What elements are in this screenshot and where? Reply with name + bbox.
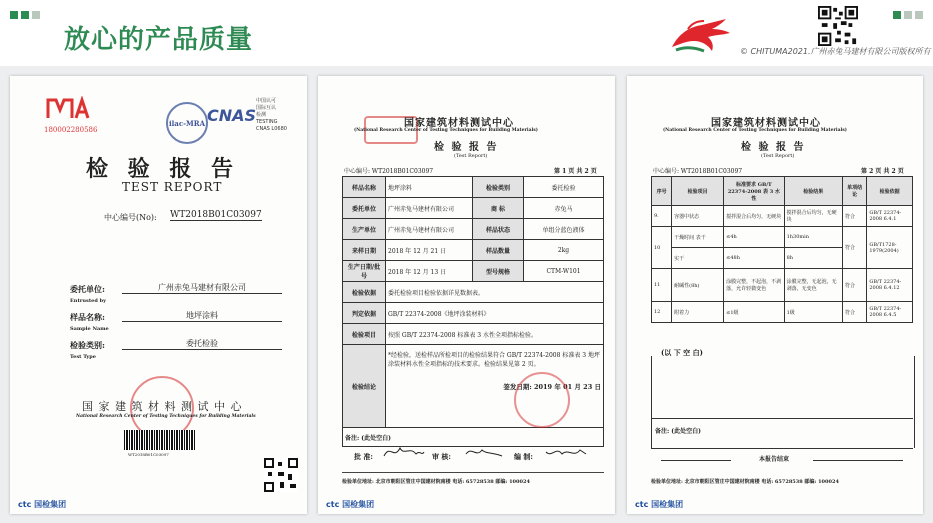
column-header: 序号	[652, 177, 672, 206]
qr-code-icon	[818, 6, 858, 46]
table-cell: 耐碱性(8h)	[672, 269, 724, 302]
test-type-label-en: Test Type	[70, 354, 96, 360]
table-cell: 1h30min	[784, 227, 842, 248]
table-key: 生产单位	[343, 219, 386, 240]
compile-label: 编 制:	[514, 452, 534, 461]
table-cell: 11	[652, 269, 672, 302]
barcode-icon	[124, 430, 196, 450]
report-title-cn: 检 验 报 告	[741, 142, 806, 153]
report-title-cn: 检 验 报 告	[86, 156, 239, 182]
center-no-value: WT2018B01C03097	[170, 210, 262, 220]
table-key: 型号规格	[473, 261, 524, 282]
table-key: 检验类别	[473, 177, 524, 198]
copyright-text: © CHITUMA2021.广州赤兔马建材有限公司版权所有	[740, 47, 931, 56]
deco-square	[32, 11, 40, 19]
table-key: 商 标	[473, 198, 524, 219]
horse-logo-icon	[668, 17, 732, 55]
test-type-label: 检验类别:	[70, 340, 105, 350]
table-row	[343, 324, 604, 345]
ctc-footer-logo: ctc 国检集团	[635, 500, 684, 509]
table-row	[652, 206, 913, 227]
org-name-en: (National Research Center of Testing Techniques for Building Materials)	[663, 128, 847, 133]
center-no: 中心编号: WT2018B01C03097	[344, 168, 434, 175]
table-cell: 实干	[672, 248, 724, 269]
table-cell: CTM-W101	[524, 261, 604, 282]
org-name-cn: 国家建筑材料测试中心	[404, 118, 514, 129]
table-cell: 附着力	[672, 302, 724, 323]
table-cell	[386, 345, 604, 428]
deco-square	[904, 11, 912, 19]
table-cell: 9.	[652, 206, 672, 227]
client-label: 委托单位:	[70, 284, 105, 294]
table-row	[343, 261, 604, 282]
table-row	[343, 177, 604, 198]
table-cell: 10	[652, 227, 672, 269]
table-cell: 干燥时间 表干	[672, 227, 724, 248]
table-cell: 1级	[784, 302, 842, 323]
deco-square	[21, 11, 29, 19]
ilac-mra-logo: ilac-MRA	[166, 102, 208, 144]
table-key: 检验依据	[343, 282, 386, 303]
org-name-en: National Research Center of Testing Techniques for Building Materials	[76, 414, 256, 419]
table-cell: GB/T 22374-2008 6.4.1	[867, 206, 913, 227]
table-cell: 符合	[842, 269, 866, 302]
table-key: 样品状态	[473, 219, 524, 240]
barcode-text: WT2018B01C03097	[128, 452, 169, 457]
table-cell: GB/T 22374-2008 6.4.12	[867, 269, 913, 302]
column-header: 标准要求 GB/T 22374-2008 表 3 水性	[724, 177, 784, 206]
column-header: 检验依据	[867, 177, 913, 206]
table-header-row	[652, 177, 913, 206]
report-page-1	[318, 76, 615, 514]
table-cell: 地坪涂料	[386, 177, 473, 198]
report-title-en: (Test Report)	[454, 153, 488, 159]
sample-label: 样品名称:	[70, 312, 105, 322]
client-label-en: Entrusted by	[70, 298, 106, 304]
table-cell: 委托检验项目检验依据详见数据表。	[386, 282, 604, 303]
table-cell: 涂膜完整，不起泡，不剥落，允许轻微变色	[724, 269, 784, 302]
table-cell: 12	[652, 302, 672, 323]
table-cell: GB/T1728-1979(2004)	[867, 227, 913, 269]
conclusion-text: *经检验，送检样品所检项目的检验结果符合 GB/T 22374-2008 标准表 3 地坪涂装材料水性全项指标的技术要求。检验结果见第 2 页。	[388, 352, 600, 368]
table-row	[343, 198, 604, 219]
deco-square	[915, 11, 923, 19]
table-cell: ≤4h	[724, 227, 784, 248]
blank-note: (以 下 空 白)	[661, 348, 703, 357]
sample-value: 地坪涂料	[122, 310, 282, 322]
signature-icon	[382, 442, 426, 462]
column-header: 单项结论	[842, 177, 866, 206]
cnas-logo: CNAS	[207, 106, 257, 125]
table-key: 样品名称	[343, 177, 386, 198]
table-cell: 符合	[842, 227, 866, 269]
table-cell: 2018 年 12 月 21 日	[386, 240, 473, 261]
table-row	[343, 240, 604, 261]
cma-seal-icon	[46, 96, 94, 122]
signature-icon	[544, 442, 588, 462]
table-row	[343, 219, 604, 240]
lab-address: 检验单位地址: 北京市朝阳区管庄中国建材院南楼 电话: 65728538 邮编: 100024	[342, 479, 530, 485]
table-row	[343, 282, 604, 303]
test-results-table	[651, 176, 913, 323]
table-cell: 符合	[842, 302, 866, 323]
table-cell: GB/T 22374-2008《地坪涂装材料》	[386, 303, 604, 324]
audit-label: 审 核:	[432, 452, 452, 461]
ctc-footer-logo: ctc 国检集团	[18, 500, 67, 509]
table-row	[652, 302, 913, 323]
remark-cell: 备注: (此处空白)	[343, 428, 604, 447]
org-name-cn: 国家建筑材料测试中心	[711, 118, 821, 129]
header-bar	[0, 0, 933, 66]
test-type-value: 委托检验	[122, 338, 282, 350]
table-cell: ≤1级	[724, 302, 784, 323]
qr-code-icon	[264, 458, 298, 492]
divider	[813, 460, 903, 461]
org-name-en: (National Research Center of Testing Techniques for Building Materials)	[354, 128, 538, 133]
divider	[651, 418, 913, 419]
table-cell: 2018 年 12 月 13 日	[386, 261, 473, 282]
report-cover-page	[10, 76, 307, 514]
report-page-2	[627, 76, 923, 514]
client-value: 广州赤兔马建材有限公司	[122, 282, 282, 294]
signature-icon	[462, 442, 506, 462]
sample-label-en: Sample Name	[70, 326, 109, 332]
table-key: 样品数量	[473, 240, 524, 261]
table-key: 检验项目	[343, 324, 386, 345]
divider	[651, 448, 913, 449]
table-cell: 2kg	[524, 240, 604, 261]
table-cell: 按照 GB/T 22374-2008 标准表 3 水性全项指标检验。	[386, 324, 604, 345]
report-title-cn: 检 验 报 告	[434, 142, 499, 153]
table-cell: 搅拌混合后均匀，无硬块	[784, 206, 842, 227]
deco-square	[10, 11, 18, 19]
table-key: 生产日期/批号	[343, 261, 386, 282]
divider	[661, 460, 731, 461]
table-cell: ≤48h	[724, 248, 784, 269]
table-cell: 搅拌混合后均匀，无硬块	[724, 206, 784, 227]
org-name-cn: 国 家 建 筑 材 料 测 试 中 心	[82, 400, 243, 413]
page-title: 放心的产品质量	[64, 25, 254, 55]
table-row	[652, 227, 913, 248]
table-cell: 广州赤兔马建材有限公司	[386, 198, 473, 219]
table-row	[652, 269, 913, 302]
deco-square	[893, 11, 901, 19]
table-cell: 广州赤兔马建材有限公司	[386, 219, 473, 240]
report-title-en: TEST REPORT	[122, 180, 223, 194]
table-key: 判定依据	[343, 303, 386, 324]
column-header: 检验结果	[784, 177, 842, 206]
table-key: 检验结论	[343, 345, 386, 428]
column-header: 检验项目	[672, 177, 724, 206]
ctc-footer-logo: ctc 国检集团	[326, 500, 375, 509]
report-title-en: (Test Report)	[761, 153, 795, 159]
table-cell: 涂膜完整，无起泡，无剥落，无变色	[784, 269, 842, 302]
lab-address: 检验单位地址: 北京市朝阳区管庄中国建材院南楼 电话: 65728538 邮编: 100024	[651, 479, 839, 485]
red-seal-icon	[514, 372, 570, 428]
cma-number: 180002280586	[44, 126, 98, 134]
table-cell: 符合	[842, 206, 866, 227]
table-row	[343, 303, 604, 324]
center-no: 中心编号: WT2018B01C03097	[653, 168, 743, 175]
table-cell: 单组分蓝色液体	[524, 219, 604, 240]
approve-label: 批 准:	[354, 452, 374, 461]
table-cell: 容器中状态	[672, 206, 724, 227]
table-cell: GB/T 22374-2008 6.4.5	[867, 302, 913, 323]
table-cell: 委托检验	[524, 177, 604, 198]
issue-date: 签发日期: 2019 年 01 月 23 日	[503, 383, 601, 391]
center-no-label: 中心编号(No):	[104, 213, 157, 222]
report-end-text: 本报告结束	[759, 456, 790, 463]
divider	[342, 472, 604, 473]
table-key: 委托单位	[343, 198, 386, 219]
table-key: 来样日期	[343, 240, 386, 261]
table-cell: 赤兔马	[524, 198, 604, 219]
cnas-subtext: 中国认可 国际互认 检测 TESTING CNAS L0680	[256, 98, 287, 132]
page-number: 第 1 页 共 2 页	[554, 168, 597, 175]
table-cell: 8h	[784, 248, 842, 269]
page-number: 第 2 页 共 2 页	[861, 168, 904, 175]
remark-text: 备注: (此处空白)	[655, 428, 701, 435]
